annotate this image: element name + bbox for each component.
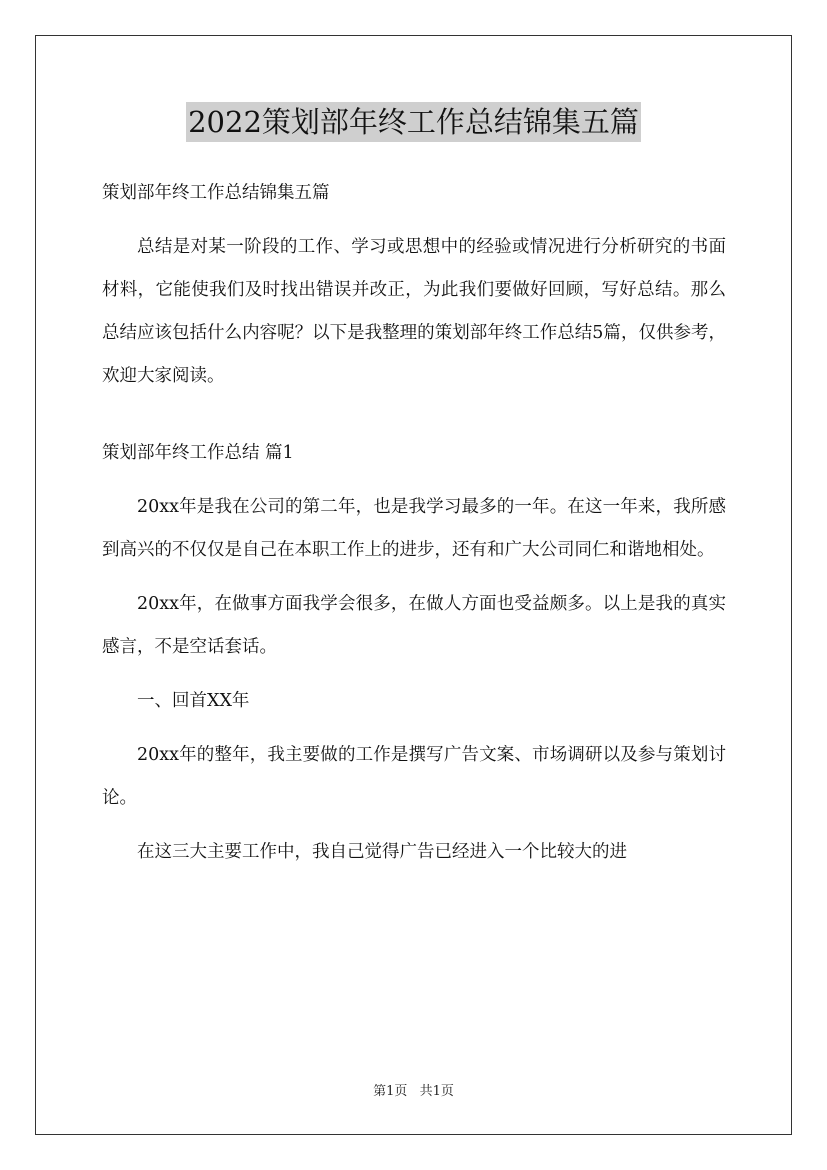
section-heading: 策划部年终工作总结 篇1	[102, 443, 294, 463]
document-subtitle: 策划部年终工作总结锦集五篇	[102, 183, 330, 203]
title-container	[0, 102, 827, 142]
document-body	[102, 172, 726, 874]
paragraph: 20xx年是我在公司的第二年，也是我学习最多的一年。在这一年来，我所感到高兴的不仅仅是自己在本职工作上的进步，还有和广大公司同仁和谐地相处。	[102, 497, 726, 560]
paragraph: 20xx年，在做事方面我学会很多，在做人方面也受益颇多。以上是我的真实感言，不是空话套话。	[102, 594, 726, 657]
subheading: 一、回首XX年	[137, 691, 250, 711]
paragraph: 20xx年的整年，我主要做的工作是撰写广告文案、市场调研以及参与策划讨论。	[102, 745, 726, 808]
intro-paragraph: 总结是对某一阶段的工作、学习或思想中的经验或情况进行分析研究的书面材料，它能使我们及时找出错误并改正，为此我们要做好回顾，写好总结。那么总结应该包括什么内容呢？以下是我整理的策划部年终工作总结5篇，仅供参考，欢迎大家阅读。	[102, 237, 726, 386]
document-title: 2022策划部年终工作总结锦集五篇	[186, 102, 641, 142]
page-number: 第1页	[373, 1084, 408, 1099]
page-total: 共1页	[419, 1084, 454, 1099]
page-footer	[0, 1083, 827, 1101]
paragraph: 在这三大主要工作中，我自己觉得广告已经进入一个比较大的进	[137, 842, 627, 862]
